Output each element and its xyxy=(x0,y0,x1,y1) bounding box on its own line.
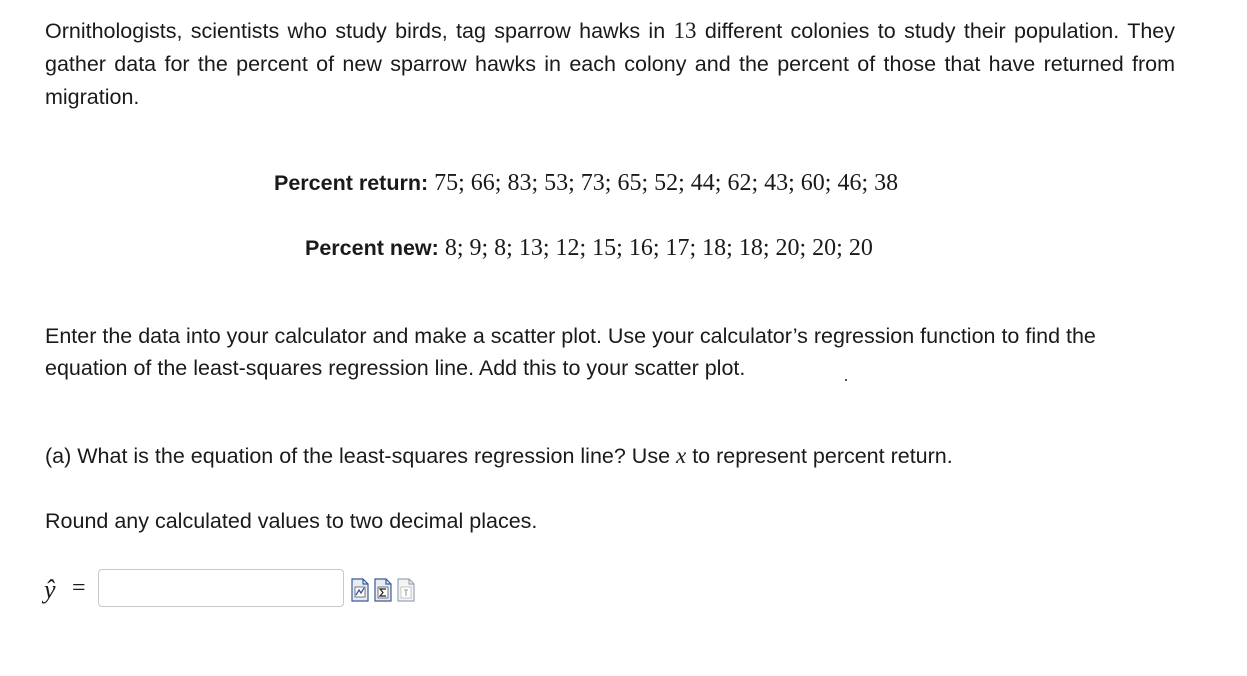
equals-sign: = xyxy=(72,574,86,601)
percent-new-values: 8; 9; 8; 13; 12; 15; 16; 17; 18; 18; 20; 20; 20 xyxy=(444,235,873,261)
percent-return-data xyxy=(274,168,898,198)
question-a-text-1: (a) What is the equation of the least-squares regression line? Use xyxy=(45,444,676,468)
question-a xyxy=(45,440,1180,472)
intro-text-2: different colonies to study their population. They gather data for the percent of new sparrow hawks in each colony and the percent of those that have returned from migration. xyxy=(45,19,1175,109)
text-tool-icon[interactable] xyxy=(396,578,416,602)
percent-return-values: 75; 66; 83; 53; 73; 65; 52; 44; 62; 43; 60; 46; 38 xyxy=(434,170,899,196)
regression-equation-input[interactable] xyxy=(98,569,344,607)
graph-tool-icon[interactable] xyxy=(350,578,370,602)
question-a-text-2: to represent percent return. xyxy=(686,444,953,468)
rounding-note: Round any calculated values to two decimal places. xyxy=(45,509,538,533)
answer-row xyxy=(44,568,416,608)
y-hat-label: ŷ xyxy=(44,575,56,604)
input-tools xyxy=(350,578,416,602)
percent-return-label: Percent return: xyxy=(274,171,429,195)
percent-new-data xyxy=(305,233,873,263)
intro-text-1: Ornithologists, scientists who study birds, tag sparrow hawks in xyxy=(45,19,674,43)
variable-x: x xyxy=(676,443,687,468)
stray-dot xyxy=(845,379,847,381)
formula-tool-icon[interactable] xyxy=(373,578,393,602)
problem-intro xyxy=(45,14,1175,114)
instructions-text: Enter the data into your calculator and make a scatter plot. Use your calculator’s regression function to find the equation of the least-squares regression line. Add this to your scatter plot. xyxy=(45,324,1096,380)
percent-new-label: Percent new: xyxy=(305,236,439,260)
colony-count: 13 xyxy=(673,18,697,43)
